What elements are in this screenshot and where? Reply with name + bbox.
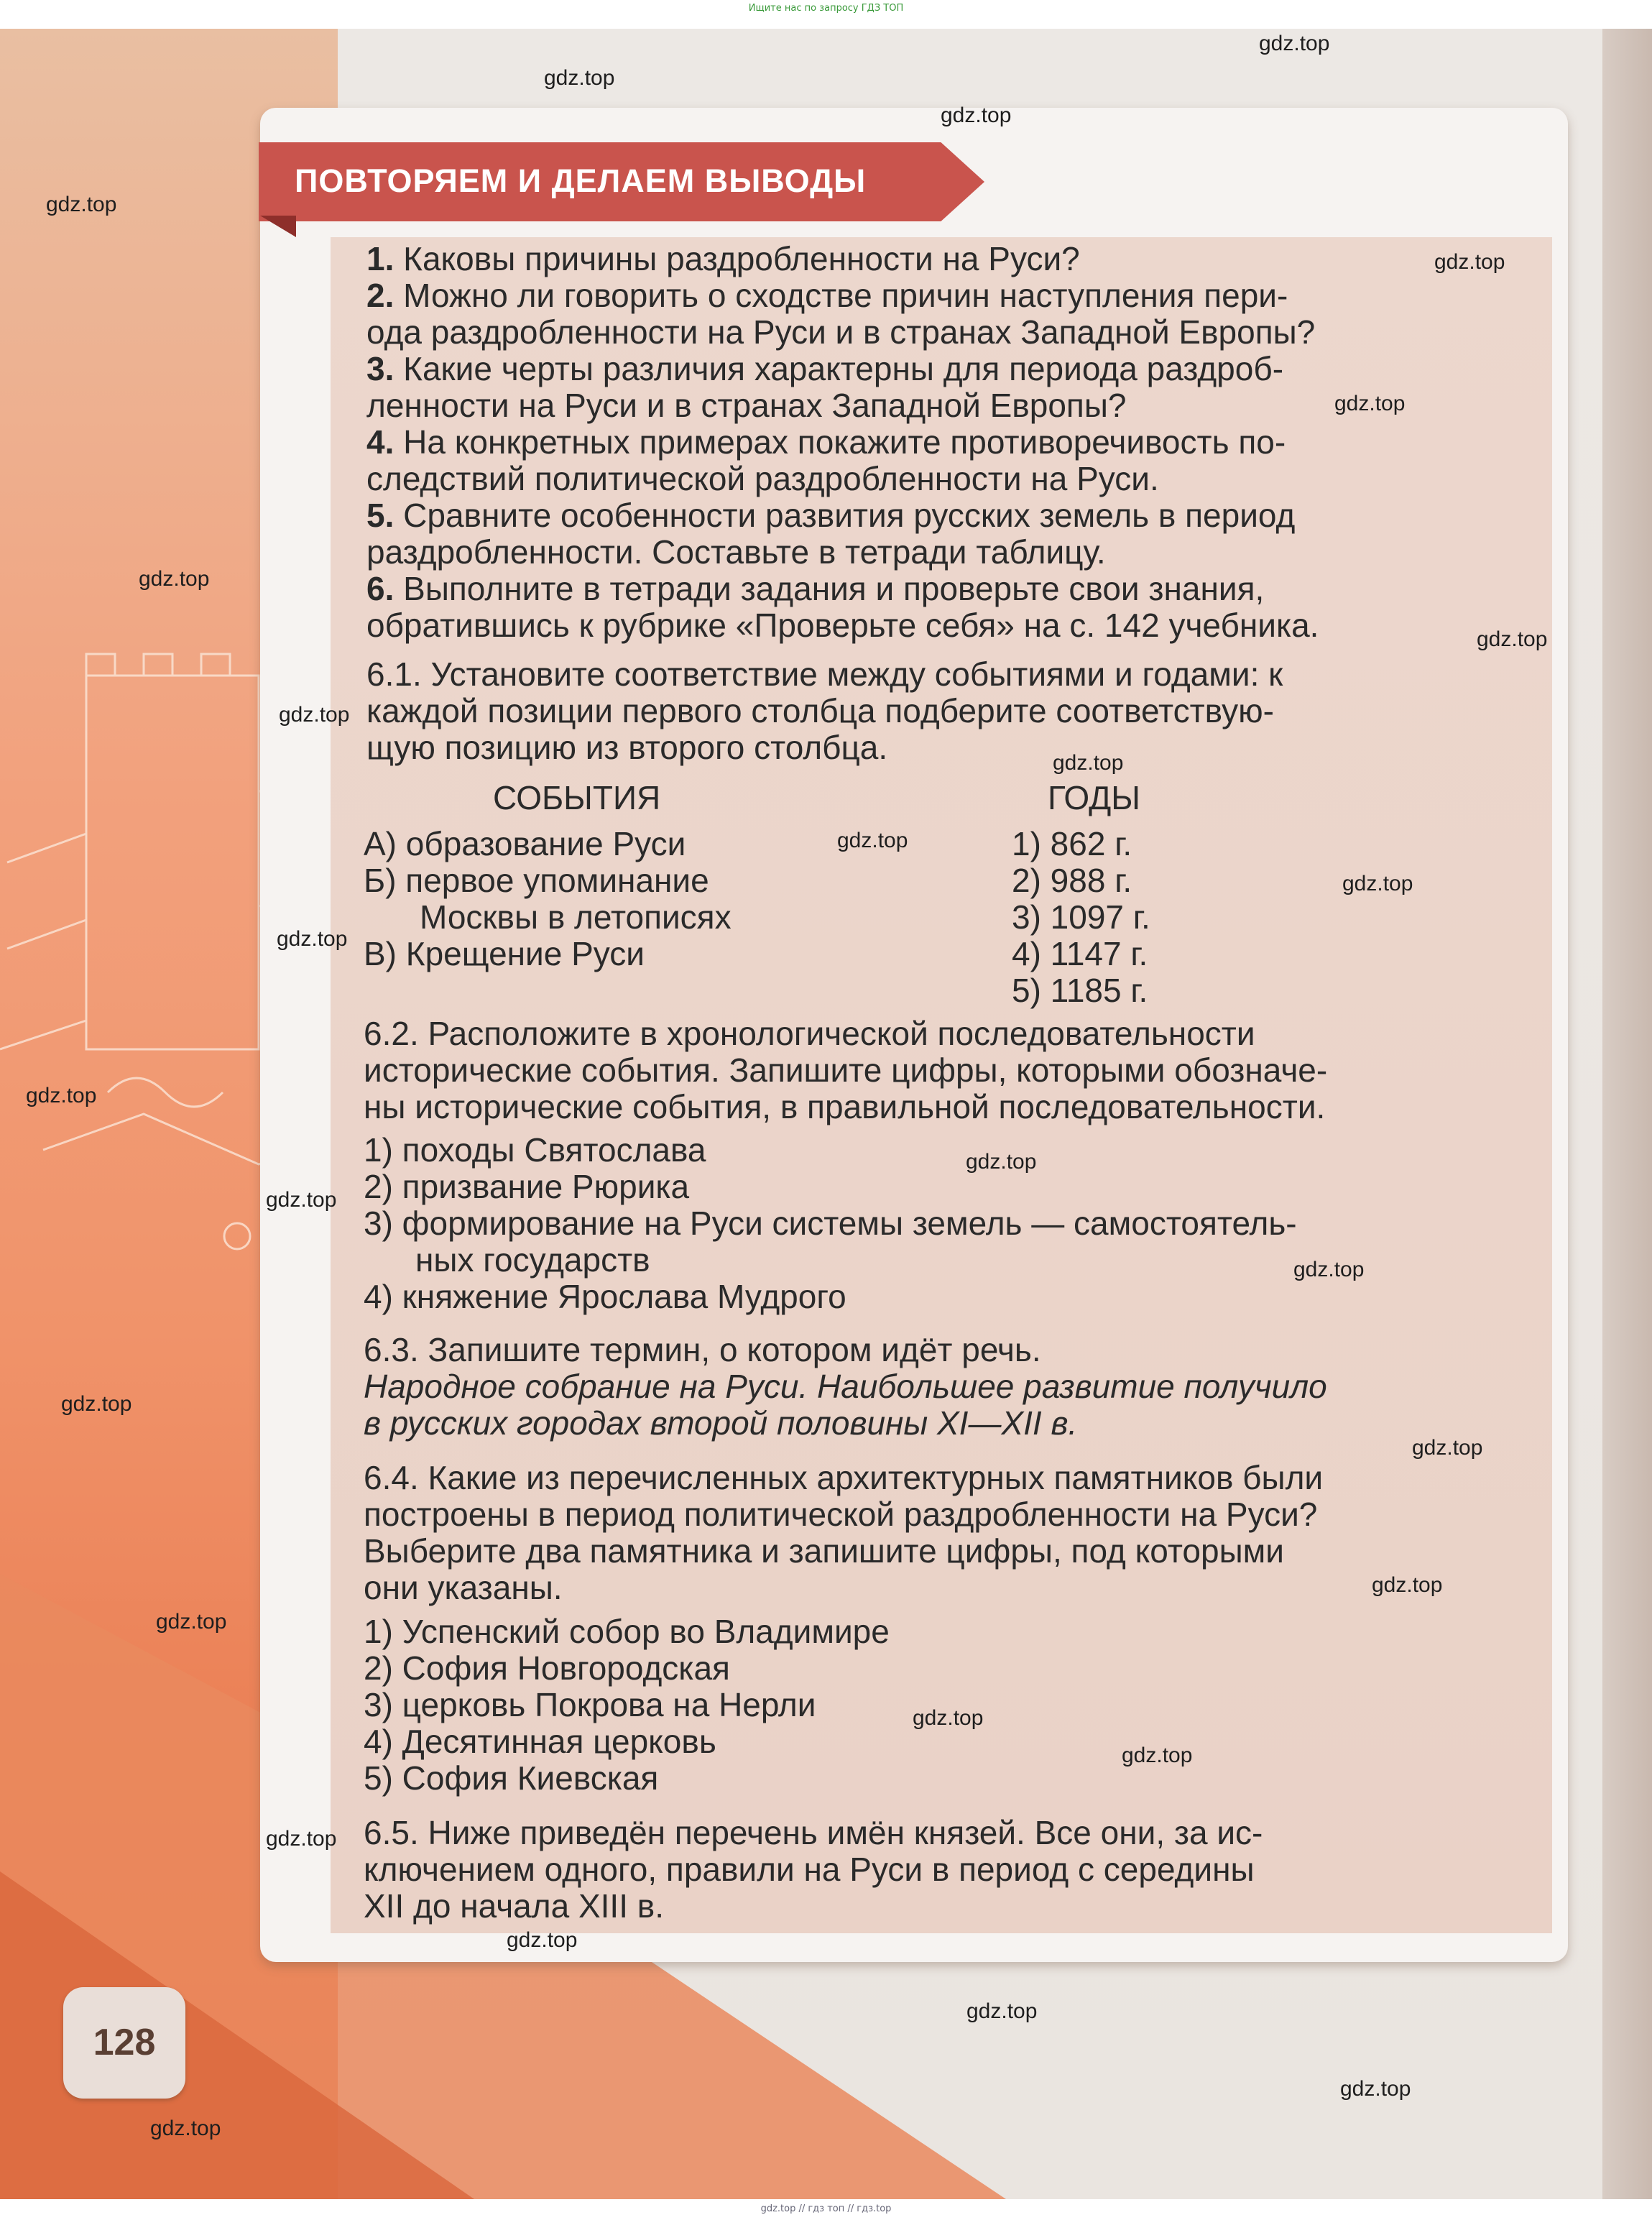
task-6-2-line: 6.2. Расположите в хронологической последовательности — [364, 1015, 1255, 1052]
watermark: gdz.top — [156, 1610, 227, 1634]
watermark: gdz.top — [1259, 32, 1330, 55]
watermark: gdz.top — [26, 1084, 97, 1107]
question-line: 6.1. Установите соответствие между событиями и годами: к — [366, 655, 1283, 693]
watermark: gdz.top — [941, 103, 1012, 127]
page-number: 128 — [63, 1987, 185, 2099]
watermark: gdz.top — [1053, 751, 1124, 775]
task-6-2-option: 4) княжение Ярослава Мудрого — [364, 1278, 846, 1315]
task-6-2-line: исторические события. Запишите цифры, которыми обозначе- — [364, 1051, 1328, 1089]
question-line: 3. Какие черты различия характерны для периода раздроб- — [366, 350, 1284, 387]
task-6-5-line: 6.5. Ниже приведён перечень имён князей. Все они, за ис- — [364, 1814, 1263, 1851]
task-6-4-line: построены в период политической раздробленности на Руси? — [364, 1496, 1318, 1533]
watermark: gdz.top — [913, 1706, 984, 1730]
task-6-3-definition: Народное собрание на Руси. Наибольшее развитие получило — [364, 1368, 1327, 1405]
watermark: gdz.top — [1340, 2077, 1411, 2101]
year-item: 2) 988 г. — [1012, 862, 1132, 899]
question-line: ода раздробленности на Руси и в странах Западной Европы? — [366, 313, 1316, 351]
task-6-2-option: 2) призвание Рюрика — [364, 1168, 690, 1205]
task-6-5-line: ключением одного, правили на Руси в период с середины — [364, 1851, 1255, 1888]
event-item: Москвы в летописях — [420, 898, 732, 936]
watermark: gdz.top — [277, 927, 348, 951]
question-line: щую позицию из второго столбца. — [366, 729, 888, 766]
task-6-4-line: 6.4. Какие из перечисленных архитектурных памятников были — [364, 1459, 1324, 1496]
question-line: 2. Можно ли говорить о сходстве причин наступления пери- — [366, 277, 1288, 314]
bottom-watermark-note: gdz.top // гдз топ // гдз.top — [760, 2203, 892, 2214]
task-6-4-option: 2) София Новгородская — [364, 1649, 730, 1687]
question-line: 1. Каковы причины раздробленности на Руси? — [366, 240, 1080, 277]
section-title: ПОВТОРЯЕМ И ДЕЛАЕМ ВЫВОДЫ — [295, 162, 867, 199]
event-item: В) Крещение Руси — [364, 935, 645, 972]
watermark: gdz.top — [1293, 1258, 1365, 1281]
watermark: gdz.top — [150, 2117, 221, 2140]
watermark: gdz.top — [61, 1392, 132, 1416]
year-item: 4) 1147 г. — [1012, 935, 1148, 972]
event-item: Б) первое упоминание — [364, 862, 709, 899]
task-6-2-option: 3) формирование на Руси системы земель — самостоятель- — [364, 1205, 1297, 1242]
task-6-3-definition: в русских городах второй половины XI—XII в. — [364, 1404, 1078, 1442]
question-line: обратившись к рубрике «Проверьте себя» на с. 142 учебника. — [366, 607, 1319, 644]
watermark: gdz.top — [279, 703, 350, 727]
question-line: 5. Сравните особенности развития русских земель в период — [366, 497, 1296, 534]
task-6-2-option: ных государств — [415, 1241, 650, 1279]
watermark: gdz.top — [139, 567, 210, 591]
event-item: А) образование Руси — [364, 825, 686, 862]
watermark: gdz.top — [837, 829, 908, 852]
task-6-4-option: 1) Успенский собор во Владимире — [364, 1613, 890, 1650]
watermark: gdz.top — [1477, 627, 1548, 651]
question-line: каждой позиции первого столбца подберите соответствую- — [366, 692, 1274, 729]
top-search-note: Ищите нас по запросу ГДЗ ТОП — [748, 3, 904, 14]
year-item: 3) 1097 г. — [1012, 898, 1150, 936]
watermark: gdz.top — [46, 193, 117, 216]
page-edge — [1602, 29, 1652, 2199]
task-6-4-line: Выберите два памятника и запишите цифры, под которыми — [364, 1532, 1284, 1570]
task-6-5-line: XII до начала XIII в. — [364, 1887, 664, 1925]
years-column-header: ГОДЫ — [1048, 779, 1140, 816]
year-item: 5) 1185 г. — [1012, 972, 1148, 1009]
watermark: gdz.top — [1122, 1744, 1193, 1767]
watermark: gdz.top — [1412, 1436, 1483, 1460]
watermark: gdz.top — [966, 1999, 1038, 2023]
question-line: следствий политической раздробленности на Руси. — [366, 460, 1159, 497]
question-line: 4. На конкретных примерах покажите противоречивость по- — [366, 423, 1286, 461]
task-6-4-option: 4) Десятинная церковь — [364, 1723, 716, 1760]
watermark: gdz.top — [1372, 1573, 1443, 1597]
task-6-3-line: 6.3. Запишите термин, о котором идёт речь. — [364, 1331, 1041, 1368]
task-6-4-option: 3) церковь Покрова на Нерли — [364, 1686, 816, 1723]
watermark: gdz.top — [966, 1150, 1037, 1174]
task-6-4-line: они указаны. — [364, 1569, 563, 1606]
watermark: gdz.top — [1342, 872, 1413, 895]
question-line: ленности на Руси и в странах Западной Европы? — [366, 387, 1127, 424]
watermark: gdz.top — [507, 1928, 578, 1952]
task-6-2-line: ны исторические события, в правильной последовательности. — [364, 1088, 1326, 1125]
watermark: gdz.top — [544, 66, 615, 90]
year-item: 1) 862 г. — [1012, 825, 1132, 862]
watermark: gdz.top — [266, 1827, 337, 1851]
watermark: gdz.top — [266, 1188, 337, 1212]
question-line: 6. Выполните в тетради задания и проверьте свои знания, — [366, 570, 1265, 607]
events-column-header: СОБЫТИЯ — [493, 779, 661, 816]
question-line: раздробленности. Составьте в тетради таблицу. — [366, 533, 1106, 571]
task-6-2-option: 1) походы Святослава — [364, 1131, 706, 1169]
task-6-4-option: 5) София Киевская — [364, 1759, 659, 1797]
watermark: gdz.top — [1334, 392, 1406, 415]
watermark: gdz.top — [1434, 250, 1505, 274]
